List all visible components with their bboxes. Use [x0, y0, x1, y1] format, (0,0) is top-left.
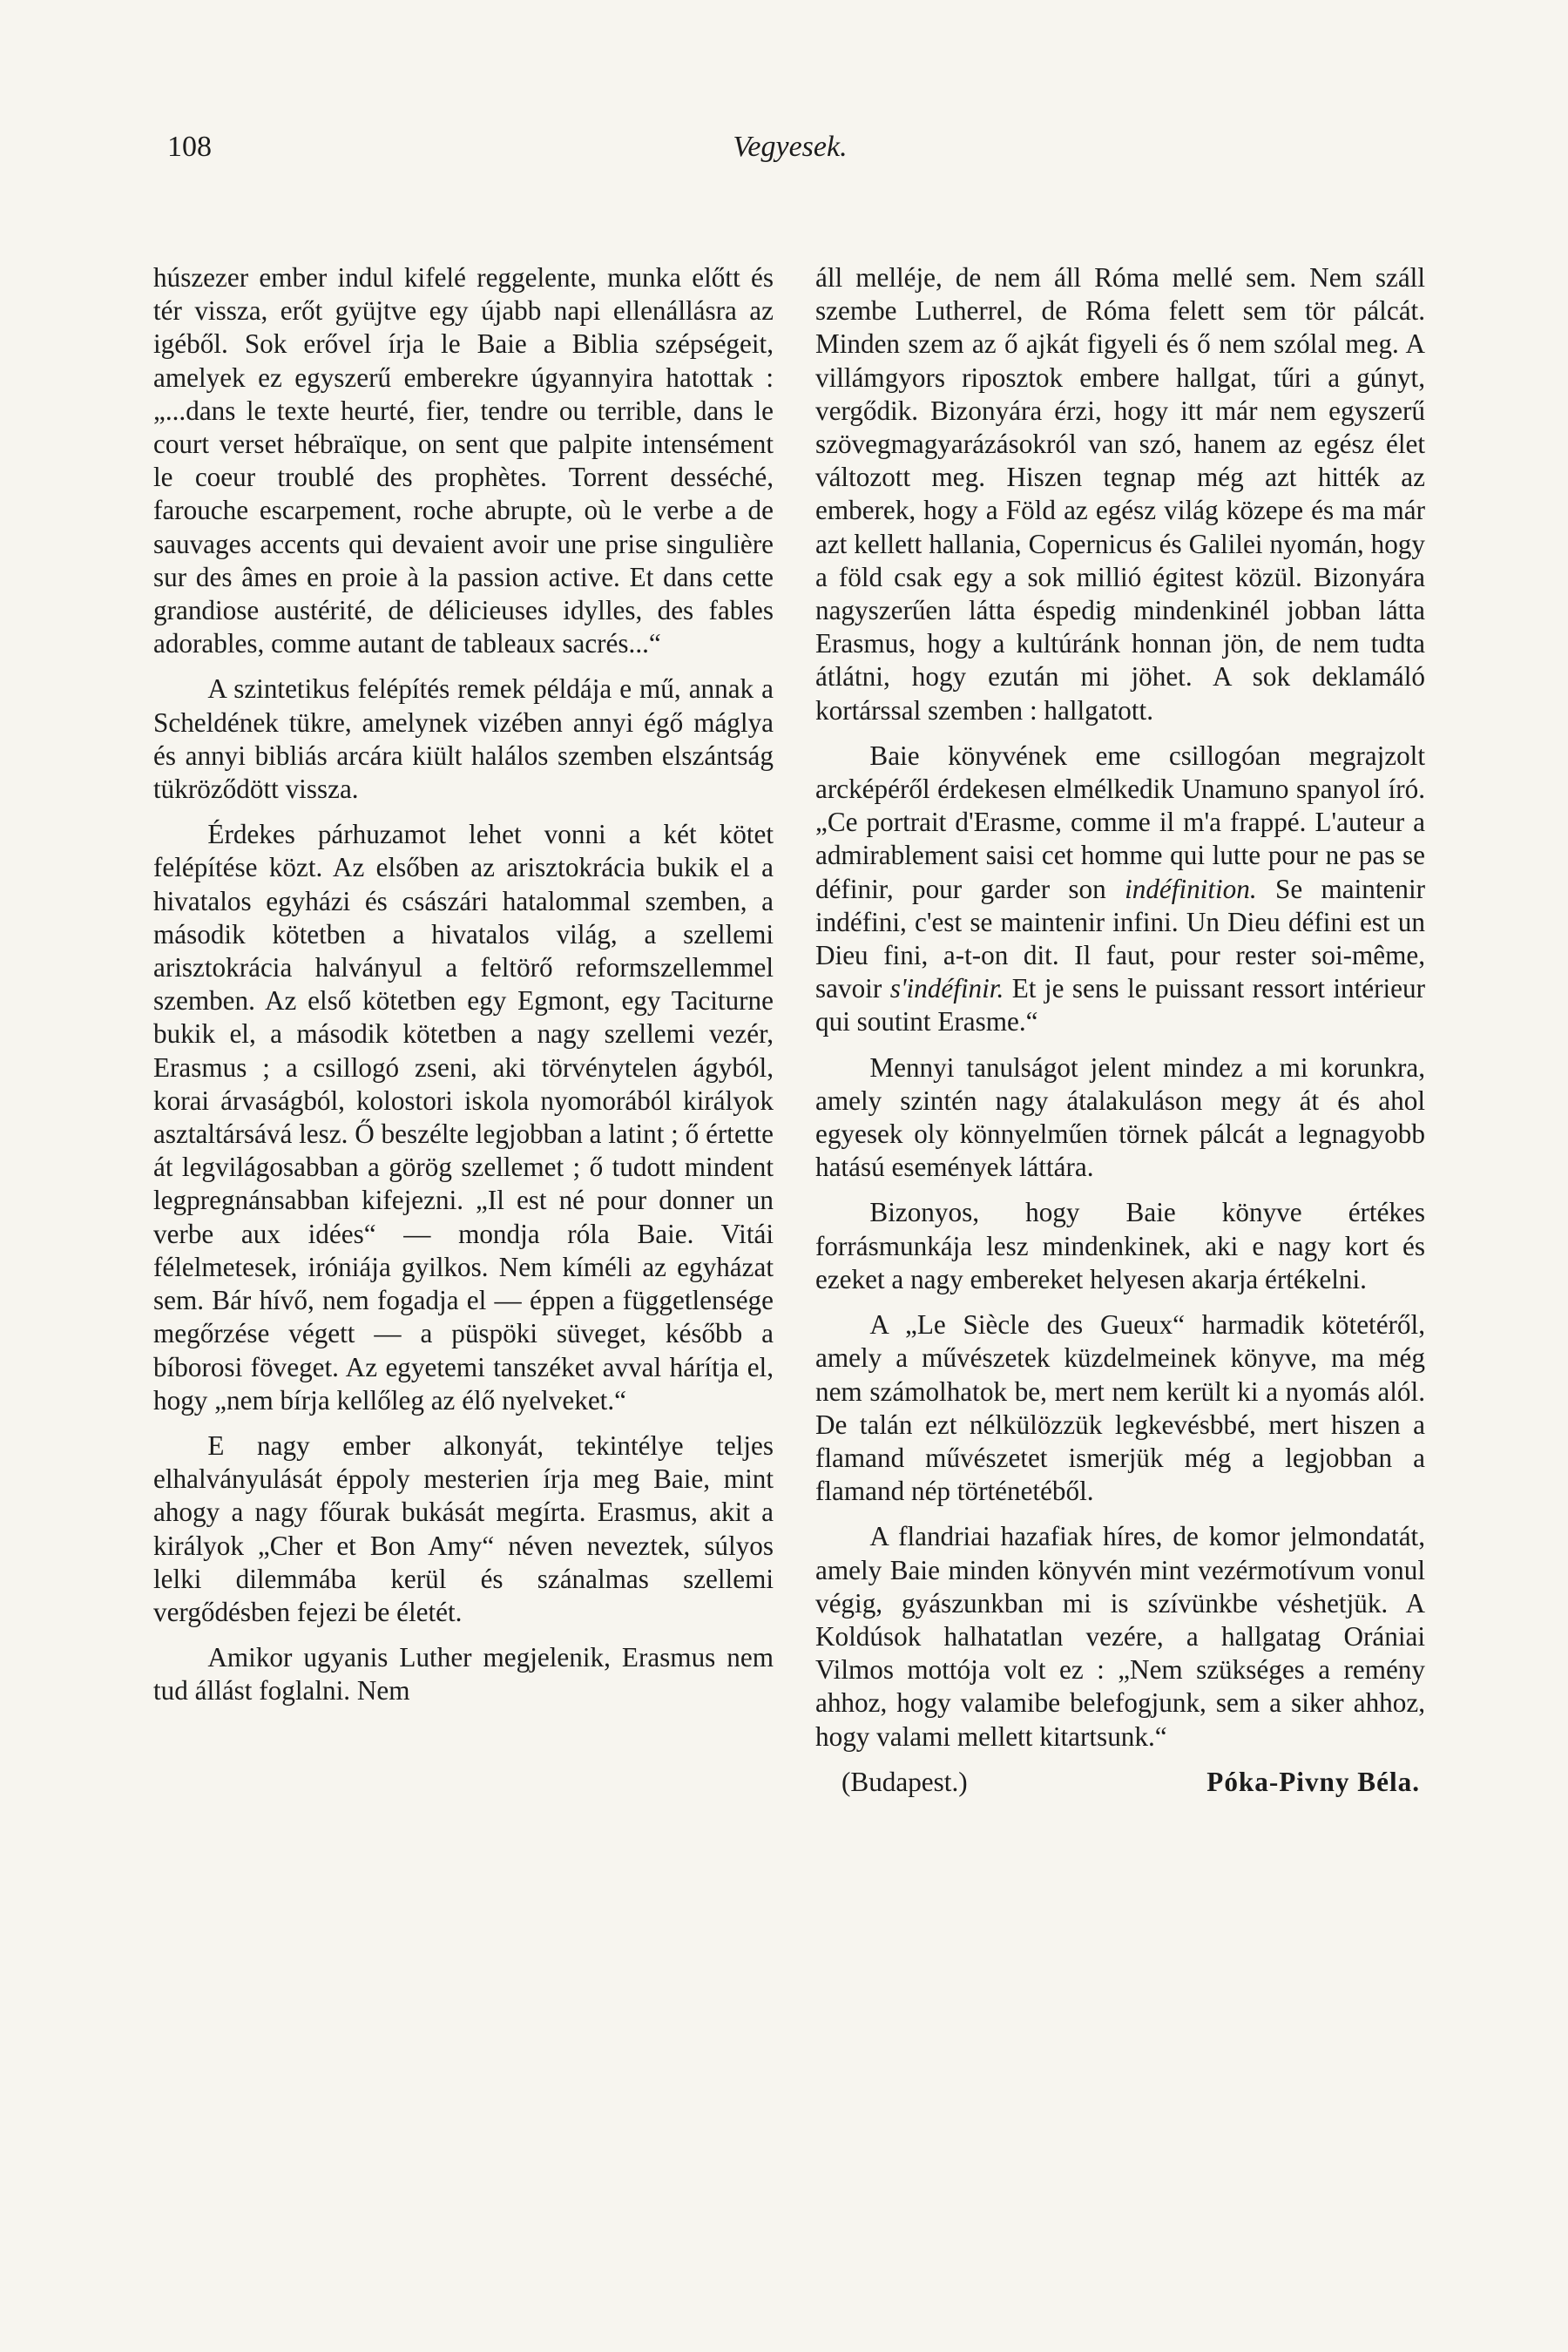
paragraph: A „Le Siècle des Gueux“ harmadik kötetéről, amely a művészetek küzdelmeinek könyve, ma még nem számolhatok be, mert nem került ki a nyomás alól. De talán ezt nélkülözzük legkevésbbé, mert hiszen a flamand művészetet ismerjük még a legjobban a flamand nép történetéből. — [815, 1309, 1425, 1507]
left-column — [153, 261, 774, 1708]
signature-place: (Budapest.) — [841, 1766, 968, 1797]
signature-author: Póka-Pivny Béla. — [1206, 1766, 1420, 1797]
paragraph: Érdekes párhuzamot lehet vonni a két kötet felépítése közt. Az elsőben az arisztokrácia bukik el a hivatalos egyházi és császári hatalommal szemben, a második kötetben a hivatalos világ, a szellemi arisztokrácia halványul a feltörő reformszellemmel szemben. Az első kötetben egy Egmont, egy Taciturne bukik el, a második kötetben a nagy szellemi vezér, Erasmus ; a csillogó zseni, aki törvénytelen ágyból, korai árvaságból, kolostori iskola nyomorából királyok asztaltársává lesz. Ő beszélte legjobban a latint ; ő értette át legvilágosabban a görög szellemet ; ő tudott mindent legpregnánsabban kifejezni. „Il est né pour donner un verbe aux idées“ — mondja róla Baie. Vitái félelmetesek, iróniája gyilkos. Nem kíméli az egyházat sem. Bár hívő, nem fogadja el — éppen a függetlensége megőrzése végett — a püspöki süveget, később a bíborosi föveget. Az egyetemi tanszéket avval hárítja el, hogy „nem bírja kellőleg az élő nyelveket.“ — [153, 819, 774, 1416]
paragraph: áll melléje, de nem áll Róma mellé sem. Nem száll szembe Lutherrel, de Róma felett sem tör pálcát. Minden szem az ő ajkát figyeli és ő nem szólal meg. A villámgyors riposztok embere hallgat, tűri a gúnyt, vergődik. Bizonyára érzi, hogy itt már nem egyszerű szövegmagyarázásokról van szó, hanem az egész élet változott meg. Hiszen tegnap még azt hitték az emberek, hogy a Föld az egész világ közepe és ma már azt kellett hallania, Copernicus és Galilei nyomán, hogy a föld csak egy a sok millió égitest közül. Bizonyára nagyszerűen látta éspedig mindenkinél jobban látta Erasmus, hogy a kultúránk honnan jön, de nem tudta átlátni, hogy ezután mi jöhet. A sok deklamáló kortárssal szemben : hallgatott. — [815, 262, 1425, 726]
italic-term: indéfinition. — [1125, 873, 1257, 904]
paragraph: Bizonyos, hogy Baie könyve értékes forrásmunkája lesz mindenkinek, aki e nagy kort és ezeket a nagy embereket helyesen akarja értékelni. — [815, 1197, 1425, 1294]
paragraph: A szintetikus felépítés remek példája e mű, annak a Scheldének tükre, amelynek vizében annyi égő máglya és annyi bibliás arcára kiült halálos szemben elszántság tükröződött vissza. — [153, 673, 774, 805]
right-column — [815, 261, 1425, 1799]
paragraph: Amikor ugyanis Luther megjelenik, Erasmus nem tud állást foglalni. Nem — [153, 1642, 774, 1707]
paragraph: A flandriai hazafiak híres, de komor jelmondatát, amely Baie minden könyvén mint vezérmotívum vonul végig, gyászunkban mi is szívünkbe véshetjük. A Koldúsok halhatatlan vezére, a hallgatag Orániai Vilmos mottója volt ez : „Nem szükséges a remény ahhoz, hogy valamibe belefogjunk, sem a siker ahhoz, hogy valami mellett kitartsunk.“ — [815, 1521, 1425, 1752]
paragraph: E nagy ember alkonyát, tekintélye teljes elhalványulását éppoly mesterien írja meg Baie, mint ahogy a nagy főurak bukását megírta. Erasmus, akit a királyok „Cher et Bon Amy“ néven neveztek, súlyos lelki dilemmába kerül és szánalmas szellemi vergődésben fejezi be életét. — [153, 1429, 774, 1627]
paragraph: Mennyi tanulságot jelent mindez a mi korunkra, amely szintén nagy átalakuláson megy át és ahol egyesek oly könnyelműen törnek pálcát a legnagyobb hatású események láttára. — [815, 1051, 1425, 1183]
running-title: Vegyesek. — [733, 131, 848, 163]
text-run: Se maintenir indéfini, c'est se maintenir infini. Un Dieu défini est un Dieu fini, a-t-on dit. Il faut, pour rester soi-même, savoir — [815, 873, 1425, 1004]
signature — [815, 1766, 1425, 1799]
italic-term: s'indéfinir. — [889, 973, 1004, 1004]
text-run: Et je sens le puissant ressort intérieur qui soutint Erasme.“ — [815, 973, 1425, 1037]
page-header — [167, 131, 1413, 183]
text-run: Baie könyvének eme csillogóan megrajzolt arcképéről érdekesen elmélkedik Unamuno spanyol író. „Ce portrait d'Erasme, comme il m'a frappé. L'auteur a admirablement saisi cet homme qui lutte pour ne pas se définir, pour garder son — [815, 740, 1425, 904]
page-number: 108 — [167, 131, 212, 163]
paragraph-unamuno-quote — [815, 740, 1425, 1039]
paragraph: húszezer ember indul kifelé reggelente, munka előtt és tér vissza, erőt gyüjtve egy újabb napi ellenállásra az igéből. Sok erővel írja le Baie a Biblia szépségeit, amelyek ez egyszerű emberekre úgyannyira hatottak : „...dans le texte heurté, fier, tendre ou terrible, dans le court verset hébraïque, on sent que palpite intensément le coeur troublé des prophètes. Torrent desséché, farouche escarpement, roche abrupte, où le verbe a de sauvages accents qui devaient avoir une prise singulière sur des âmes en proie à la passion active. Et dans cette grandiose austérité, de délicieuses idylles, des fables adorables, comme autant de tableaux sacrés...“ — [153, 262, 774, 659]
